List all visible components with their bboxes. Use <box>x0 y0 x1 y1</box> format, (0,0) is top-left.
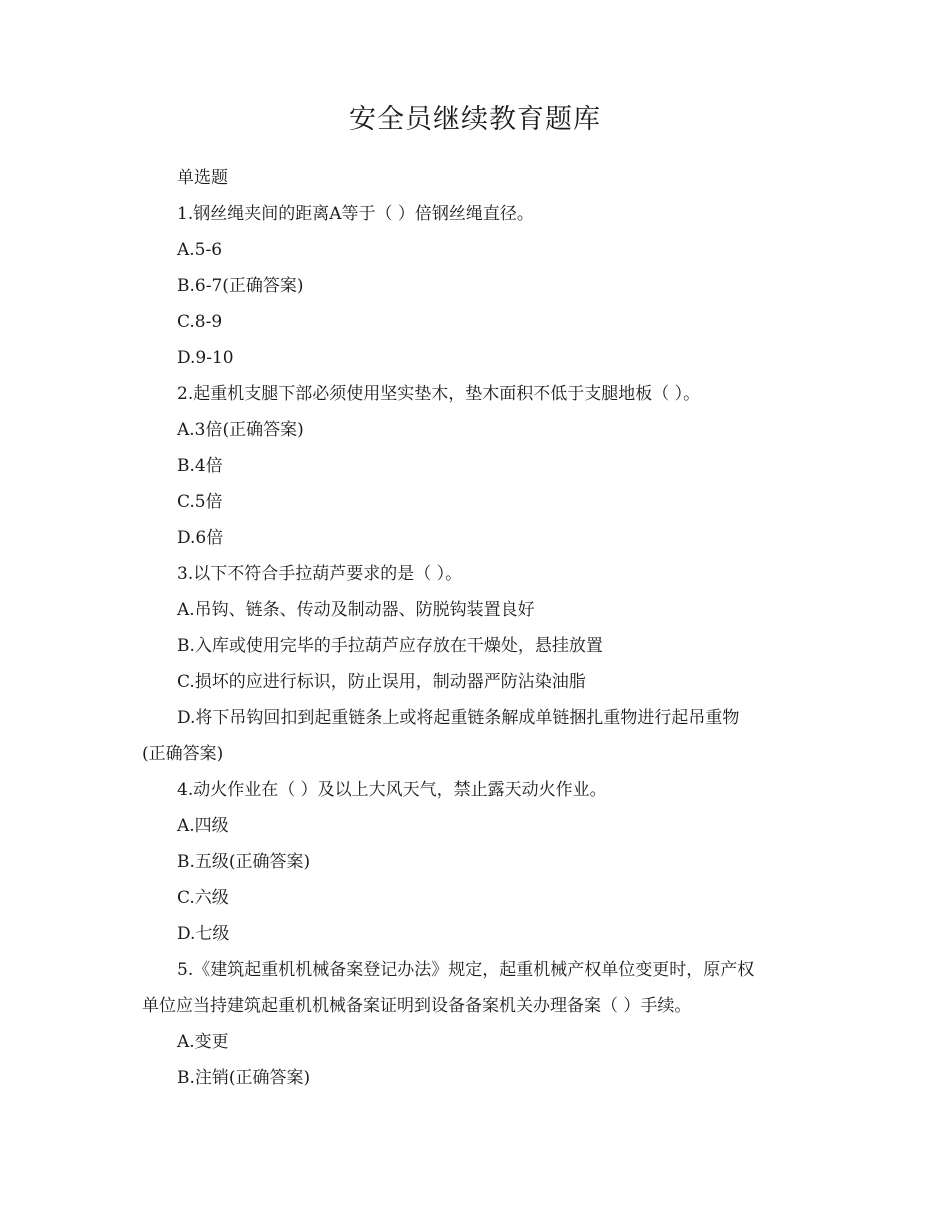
text-line: C.六级 <box>177 888 229 908</box>
text-line: 4.动火作业在（ ）及以上大风天气，禁止露天动火作业。 <box>177 780 607 800</box>
text-line: D.9-10 <box>177 348 234 368</box>
text-line: 1.钢丝绳夹间的距离A等于（ ）倍钢丝绳直径。 <box>177 204 534 224</box>
text-line: C.8-9 <box>177 312 223 332</box>
text-line: A.3倍(正确答案) <box>177 420 304 440</box>
text-line: 单选题 <box>177 168 228 188</box>
text-line: A.吊钩、链条、传动及制动器、防脱钩装置良好 <box>177 600 535 620</box>
text-line: C.损坏的应进行标识，防止误用，制动器严防沾染油脂 <box>177 672 586 692</box>
document-title: 安全员继续教育题库 <box>349 104 601 135</box>
text-line: 单位应当持建筑起重机机械备案证明到设备备案机关办理备案（ ）手续。 <box>142 996 692 1016</box>
text-line: B.五级(正确答案) <box>177 852 311 872</box>
text-line: 5.《建筑起重机机械备案登记办法》规定，起重机械产权单位变更时，原产权 <box>177 960 755 980</box>
text-line: B.4倍 <box>177 456 223 476</box>
text-line: A.四级 <box>177 816 229 836</box>
text-line: A.5-6 <box>177 240 223 260</box>
text-line: A.变更 <box>177 1032 229 1052</box>
text-line: 2.起重机支腿下部必须使用坚实垫木，垫木面积不低于支腿地板（ ）。 <box>177 384 701 404</box>
text-line: 3.以下不符合手拉葫芦要求的是（ ）。 <box>177 564 463 584</box>
text-line: C.5倍 <box>177 492 223 512</box>
question-list <box>142 160 822 1096</box>
text-line: (正确答案) <box>142 744 224 764</box>
text-line: D.七级 <box>177 924 230 944</box>
text-line: B.6-7(正确答案) <box>177 276 304 296</box>
text-line: D.6倍 <box>177 528 224 548</box>
text-line: D.将下吊钩回扣到起重链条上或将起重链条解成单链捆扎重物进行起吊重物 <box>177 708 740 728</box>
text-line: B.注销(正确答案) <box>177 1068 311 1088</box>
text-line: B.入库或使用完毕的手拉葫芦应存放在干燥处，悬挂放置 <box>177 636 603 656</box>
